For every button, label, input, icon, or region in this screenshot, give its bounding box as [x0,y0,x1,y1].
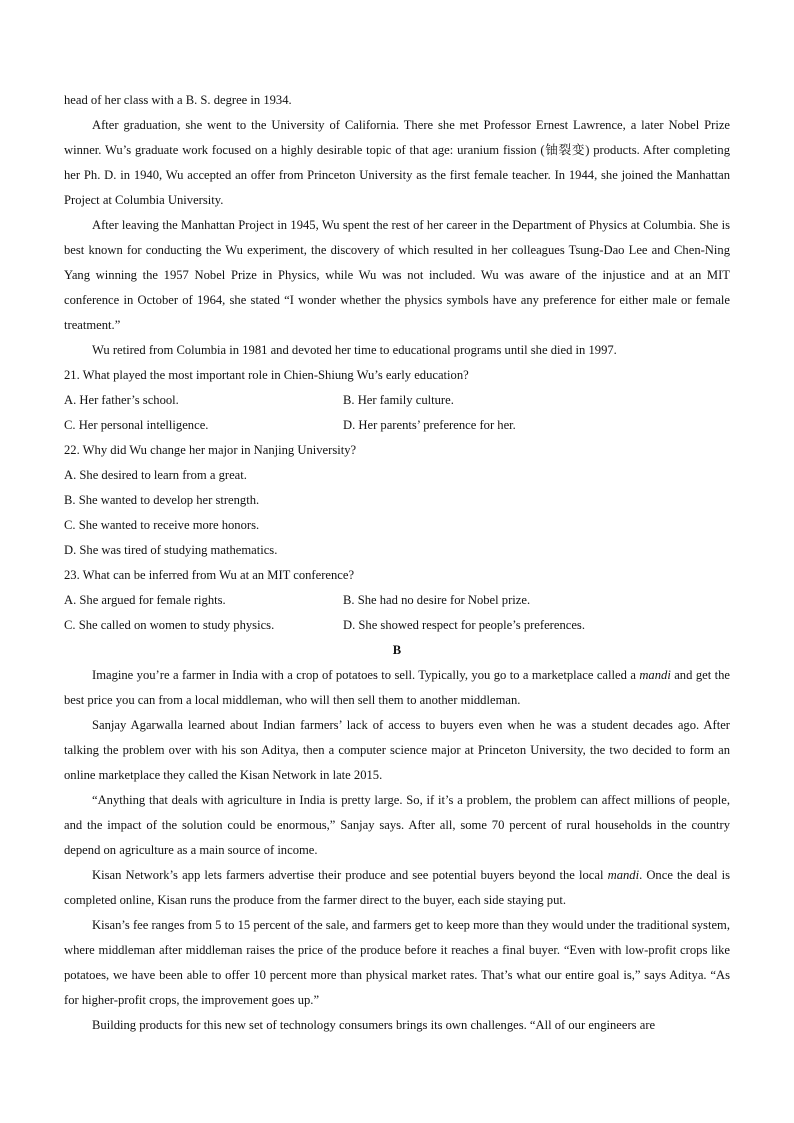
passage-b-paragraph-2: Sanjay Agarwalla learned about Indian farmers’ lack of access to buyers even when he was a student decades ago. After talking the problem over with his son Aditya, then a computer science major at Princeton University, the two decided to form an online marketplace they called the Kisan Network in late 2015. [64,718,730,782]
text-run: Imagine you’re a farmer in India with a crop of potatoes to sell. Typically, you go to a marketplace called a [92,668,640,682]
question-stem: 21. What played the most important role in Chien-Shiung Wu’s early education? [64,368,469,382]
passage-a-paragraph-3: Wu retired from Columbia in 1981 and devoted her time to educational programs until she died in 1997. [92,343,617,357]
passage-a-paragraph-2: After leaving the Manhattan Project in 1945, Wu spent the rest of her career in the Department of Physics at Columbia. She is best known for conducting the Wu experiment, the discovery of which resulted in her colleagues Tsung-Dao Lee and Chen-Ning Yang winning the 1957 Nobel Prize in Physics, while Wu was not included. Wu was aware of the injustice and at an MIT conference in October of 1964, she stated “I wonder whether the physics symbols have any preference for either male or female treatment.” [64,218,730,332]
italic-term: mandi [607,868,640,882]
options-row [64,413,730,438]
option-c: C. Her personal intelligence. [64,418,209,432]
text-run: Kisan Network’s app lets farmers advertise their produce and see potential buyers beyond the local [92,868,608,882]
passage-b-paragraph-5: Kisan’s fee ranges from 5 to 15 percent of the sale, and farmers get to keep more than they would under the traditional system, where middleman after middleman raises the price of the produce before it reaches a final buyer. “Even with low-profit crops like potatoes, we have been able to offer 10 percent more than physical market rates. That’s what our entire goal is,” says Aditya. “As for higher-profit crops, the improvement goes up.” [64,918,730,1007]
question-23 [64,563,730,638]
option-d: D. She showed respect for people’s preferences. [343,618,585,632]
option-d: D. She was tired of studying mathematics. [64,543,278,557]
options-row [64,588,730,613]
text-run: and get the best price you can from a local middleman, who will then sell them to another middleman. [64,668,730,707]
passage-b-paragraph-1 [64,663,730,713]
passage-b-paragraph-3: “Anything that deals with agriculture in India is pretty large. So, if it’s a problem, the problem can affect millions of people, and the impact of the solution could be enormous,” Sanjay says. After all, some 70 percent of rural households in the country depend on agriculture as a main source of income. [64,793,730,857]
passage-b-paragraph-4 [64,863,730,913]
question-stem: 23. What can be inferred from Wu at an MIT conference? [64,568,355,582]
passage-b-paragraph-6: Building products for this new set of technology consumers brings its own challenges. “All of our engineers are [92,1018,656,1032]
option-b: B. She had no desire for Nobel prize. [343,593,531,607]
option-b: B. She wanted to develop her strength. [64,493,260,507]
document-page [64,88,730,1038]
option-c: C. She wanted to receive more honors. [64,518,260,532]
option-c: C. She called on women to study physics. [64,618,275,632]
options-row [64,613,730,638]
option-b: B. Her family culture. [343,393,454,407]
option-d: D. Her parents’ preference for her. [343,418,516,432]
italic-term: mandi [639,668,671,682]
section-title-b: B [392,643,402,657]
question-21 [64,363,730,438]
question-22 [64,438,730,563]
option-a: A. She argued for female rights. [64,593,226,607]
text-run: . Once the deal is completed online, Kisan runs the produce from the farmer direct to the buyer, each side staying put. [64,868,731,907]
option-a: A. Her father’s school. [64,393,179,407]
option-a: A. She desired to learn from a great. [64,468,247,482]
passage-a-paragraph-1: After graduation, she went to the University of California. There she met Professor Ernest Lawrence, a later Nobel Prize winner. Wu’s graduate work focused on a highly desirable topic of that age: uranium fission (铀裂变) products. After completing her Ph. D. in 1940, Wu accepted an offer from Princeton University as the first female teacher. In 1944, she joined the Manhattan Project at Columbia University. [64,118,730,207]
passage-a-paragraph-0: head of her class with a B. S. degree in 1934. [64,93,292,107]
options-row [64,388,730,413]
question-stem: 22. Why did Wu change her major in Nanjing University? [64,443,357,457]
